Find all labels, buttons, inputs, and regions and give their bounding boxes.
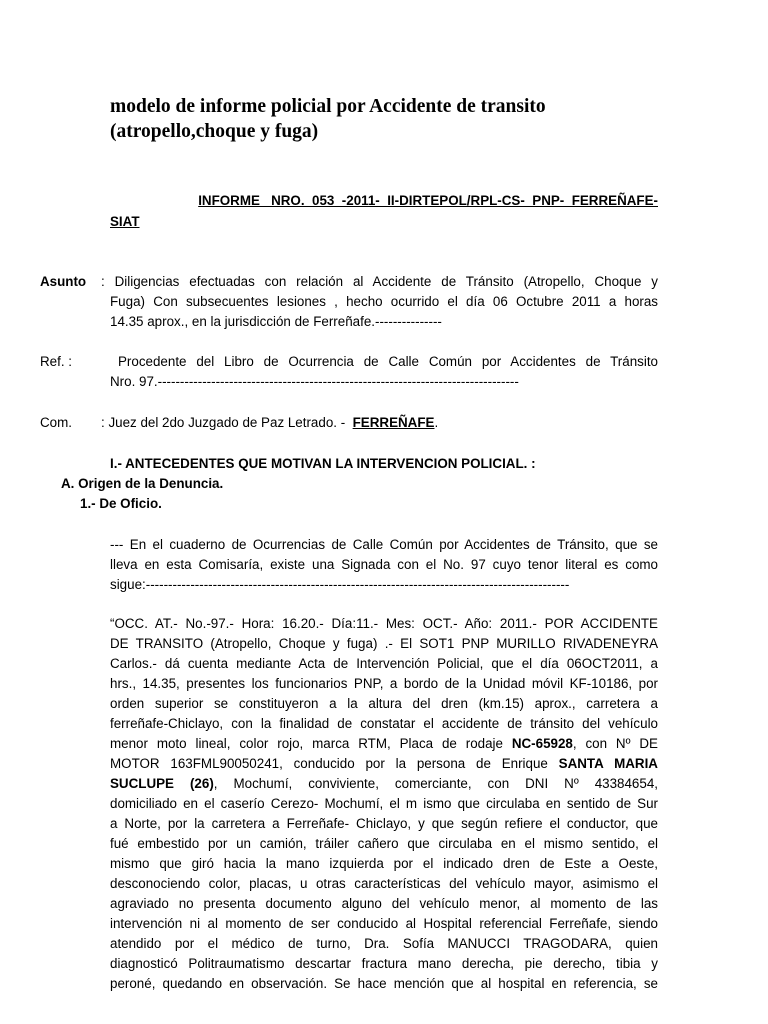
para2-line-4: hrs., 14.35, presentes los funcionarios PNP, a bordo de la Unidad móvil KF-10186, por bbox=[110, 676, 658, 691]
driver-surname-2: SUCLUPE (26) bbox=[110, 776, 214, 791]
asunto-line-1: : Diligencias efectuadas con relación al Accidente de Tránsito (Atropello, Choque y bbox=[101, 274, 658, 289]
section-1-heading: 1.- De Oficio. bbox=[80, 496, 162, 511]
title-line-1: modelo de informe policial por Accidente de transito bbox=[110, 96, 546, 117]
ref-line-1: Procedente del Libro de Ocurrencia de Calle Común por Accidentes de Tránsito bbox=[118, 354, 658, 369]
para1-line-3: sigue:----------------------------------------------------------------------------------------------- bbox=[110, 577, 570, 592]
title-line-2: (atropello,choque y fuga) bbox=[110, 121, 319, 142]
para2-line-11: a Norte, por la carretera a Ferreñafe- Chiclayo, y que según refiere el conductor, que bbox=[110, 816, 658, 831]
document-title bbox=[110, 94, 710, 144]
asunto-line-2: Fuga) Con subsecuentes lesiones , hecho ocurrido el día 06 Octubre 2011 a horas bbox=[110, 294, 658, 309]
para1-line-2: lleva en esta Comisaría, existe una Signada con el No. 97 cuyo tenor literal es como bbox=[110, 557, 658, 572]
asunto-line-3: 14.35 aprox., en la jurisdicción de Ferreñafe.--------------- bbox=[110, 314, 442, 329]
para2-line-8-a: MOTOR 163FML90050241, conducido por la persona de Enrique bbox=[110, 756, 548, 771]
ref-line-2: Nro. 97.--------------------------------------------------------------------------------- bbox=[110, 374, 519, 389]
para2-line-6: ferreñafe-Chiclayo, con la finalidad de constatar el accidente de tránsito del vehículo bbox=[110, 716, 658, 731]
com-end: . bbox=[434, 415, 439, 430]
plate-number: NC-65928 bbox=[511, 736, 573, 751]
com-text: : Juez del 2do Juzgado de Paz Letrado. - bbox=[101, 415, 346, 430]
informe-number-line-1: INFORME NRO. 053 -2011- II-DIRTEPOL/RPL-CS- PNP- FERREÑAFE- bbox=[198, 193, 658, 208]
para2-line-10: domiciliado en el caserío Cerezo- Mochumí, el m ismo que circulaba en sentido de Sur bbox=[110, 796, 658, 811]
para2-line-7-a: menor moto lineal, color rojo, marca RTM, Placa de rodaje bbox=[110, 736, 503, 751]
para2-line-16: intervención ni al momento de ser conducido al Hospital referencial Ferreñafe, siendo bbox=[110, 916, 658, 931]
para2-line-8 bbox=[110, 754, 658, 774]
para2-line-1: “OCC. AT.- No.-97.- Hora: 16.20.- Día:11.- Mes: OCT.- Año: 2011.- POR ACCIDENTE bbox=[110, 616, 658, 631]
driver-surname-1: SANTA MARIA bbox=[558, 756, 658, 771]
para2-line-3: Carlos.- dá cuenta mediante Acta de Intervención Policial, que el día 06OCT2011, a bbox=[110, 656, 658, 671]
para2-line-9 bbox=[110, 774, 658, 794]
section-a-heading: A. Origen de la Denuncia. bbox=[61, 476, 224, 491]
para2-line-15: agraviado no presenta documento alguno del vehículo menor, al momento de las bbox=[110, 896, 658, 911]
para2-line-7-c: , con Nº DE bbox=[572, 736, 658, 751]
para2-line-13: mismo que giró hacia la mano izquierda por el indicado dren de Este a Oeste, bbox=[110, 856, 658, 871]
para1-line-1: --- En el cuaderno de Ocurrencias de Calle Común por Accidentes de Tránsito, que se bbox=[110, 537, 658, 552]
para2-line-19: peroné, quedando en observación. Se hace mención que al hospital en referencia, se bbox=[110, 976, 658, 991]
com-place: FERREÑAFE bbox=[352, 415, 435, 430]
para2-line-12: fué embestido por un camión, tráiler cañero que circulaba en el mismo sentido, el bbox=[110, 836, 658, 851]
com-line bbox=[101, 413, 438, 433]
para2-line-5: orden superior se constituyeron a la altura del dren (km.15) aprox., carretera a bbox=[110, 696, 658, 711]
para2-line-18: diagnosticó Politraumatismo descartar fractura mano derecha, pie derecho, tibia y bbox=[110, 956, 658, 971]
para2-line-9-b: , Mochumí, conviviente, comerciante, con DNI Nº 43384654, bbox=[213, 776, 658, 791]
para2-line-14: desconociendo color, placas, u otras características del vehículo mayor, asimismo el bbox=[110, 876, 658, 891]
para2-line-2: DE TRANSITO (Atropello, Choque y fuga) .- El SOT1 PNP MURILLO RIVADENEYRA bbox=[110, 636, 658, 651]
para2-line-17: atendido por el médico de turno, Dra. Sofía MANUCCI TRAGODARA, quien bbox=[110, 936, 658, 951]
section-i-heading: I.- ANTECEDENTES QUE MOTIVAN LA INTERVENCION POLICIAL. : bbox=[110, 456, 536, 471]
asunto-label: Asunto bbox=[40, 274, 87, 289]
ref-label: Ref. : bbox=[40, 354, 72, 369]
para2-line-7 bbox=[110, 734, 658, 754]
informe-number-line-2: SIAT bbox=[110, 214, 140, 229]
com-label: Com. bbox=[40, 415, 72, 430]
